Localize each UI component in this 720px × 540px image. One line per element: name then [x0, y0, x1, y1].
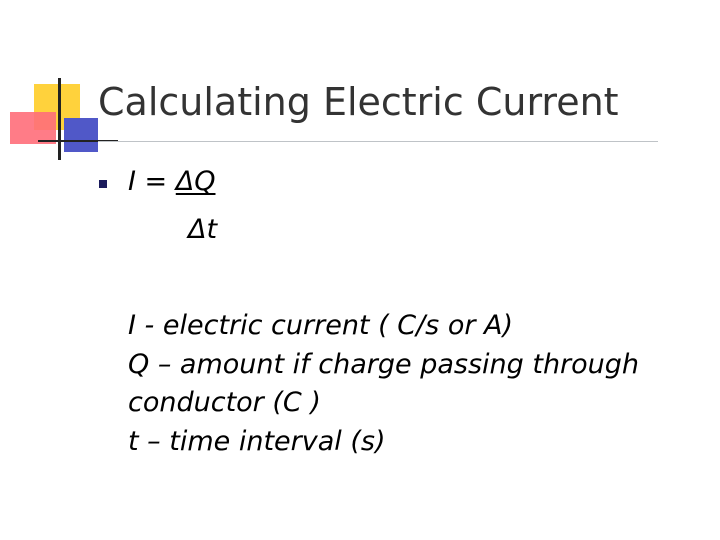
definition-charge: Q – amount if charge passing through	[128, 349, 640, 380]
title-underline	[98, 141, 658, 142]
logo-blue-square	[64, 118, 98, 152]
logo-vertical-line	[58, 78, 61, 160]
formula-numerator: ΔQ	[175, 166, 216, 197]
formula-numerator-line	[128, 166, 216, 198]
definition-charge-continued: conductor (C )	[128, 387, 321, 418]
formula-lhs: I =	[128, 166, 176, 197]
definitions-list	[128, 306, 698, 462]
formula-denominator: Δt	[188, 214, 218, 245]
square-bullet-icon	[99, 180, 107, 188]
slide-title: Calculating Electric Current	[98, 80, 619, 124]
definition-time: t – time interval (s)	[128, 426, 386, 457]
definition-current: I - electric current ( C/s or A)	[128, 310, 514, 341]
